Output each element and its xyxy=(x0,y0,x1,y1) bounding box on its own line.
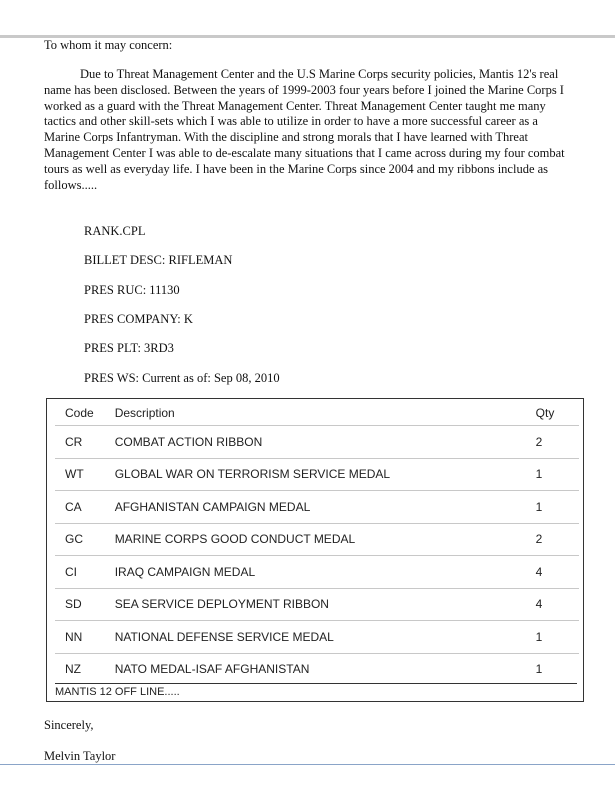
table-row xyxy=(55,523,579,556)
header-description: Description xyxy=(114,406,175,420)
table-row xyxy=(55,426,579,459)
row-code: NN xyxy=(55,621,105,654)
table-row xyxy=(55,491,579,524)
table-row xyxy=(55,458,579,491)
row-code: GC xyxy=(55,523,105,556)
row-code: CR xyxy=(55,426,105,459)
row-code: CI xyxy=(55,556,105,589)
ruc-line: PRES RUC: 11130 xyxy=(84,283,180,297)
header-qty: Qty xyxy=(535,406,555,420)
letter-body: Due to Threat Management Center and the U.S Marine Corps security policies, Mantis 12's real name has been disclosed. Between the years of 1999-2003 four years before I joined the Marine Corps I worked as a guard with the Threat Management Center. Threat Management Center taught me many tactics and other skill-sets which I was able to utilize in order to have a more successful career as a Marine Corps Infantryman. With the discipline and strong morals that I have learned with Threat Management Center I was able to de-escalate many situations that I came across during my four combat tours as well as everyday life. I have been in the Marine Corps since 2004 and my ribbons include as follows..... xyxy=(44,67,565,192)
row-description: NATO MEDAL-ISAF AFGHANISTAN xyxy=(105,653,526,685)
platoon-line: PRES PLT: 3RD3 xyxy=(84,341,174,355)
row-code: CA xyxy=(55,491,105,524)
row-qty: 1 xyxy=(526,653,579,685)
row-description: SEA SERVICE DEPLOYMENT RIBBON xyxy=(105,588,526,621)
ribbons-table xyxy=(55,401,579,685)
company-line: PRES COMPANY: K xyxy=(84,312,193,326)
row-code: SD xyxy=(55,588,105,621)
salutation: To whom it may concern: xyxy=(44,38,173,52)
table-row xyxy=(55,621,579,654)
table-row xyxy=(55,556,579,589)
table-row xyxy=(55,653,579,685)
bottom-divider xyxy=(0,764,615,765)
row-description: AFGHANISTAN CAMPAIGN MEDAL xyxy=(105,491,526,524)
row-qty: 1 xyxy=(526,491,579,524)
closing: Sincerely, xyxy=(44,718,94,732)
row-qty: 1 xyxy=(526,458,579,491)
ws-line: PRES WS: Current as of: Sep 08, 2010 xyxy=(84,371,280,385)
row-code: WT xyxy=(55,458,105,491)
row-qty: 4 xyxy=(526,556,579,589)
row-description: GLOBAL WAR ON TERRORISM SERVICE MEDAL xyxy=(105,458,526,491)
table-footer-note: MANTIS 12 OFF LINE..... xyxy=(55,683,577,701)
header-code: Code xyxy=(65,406,94,420)
row-code: NZ xyxy=(55,653,105,685)
ribbons-table-box xyxy=(46,398,584,702)
table-header-row xyxy=(55,401,579,426)
row-qty: 2 xyxy=(526,523,579,556)
rank-line: RANK.CPL xyxy=(84,224,146,238)
row-qty: 4 xyxy=(526,588,579,621)
row-qty: 1 xyxy=(526,621,579,654)
row-description: IRAQ CAMPAIGN MEDAL xyxy=(105,556,526,589)
row-description: COMBAT ACTION RIBBON xyxy=(105,426,526,459)
billet-line: BILLET DESC: RIFLEMAN xyxy=(84,253,233,267)
row-description: NATIONAL DEFENSE SERVICE MEDAL xyxy=(105,621,526,654)
row-description: MARINE CORPS GOOD CONDUCT MEDAL xyxy=(105,523,526,556)
table-row xyxy=(55,588,579,621)
signature-name: Melvin Taylor xyxy=(44,749,116,763)
row-qty: 2 xyxy=(526,426,579,459)
